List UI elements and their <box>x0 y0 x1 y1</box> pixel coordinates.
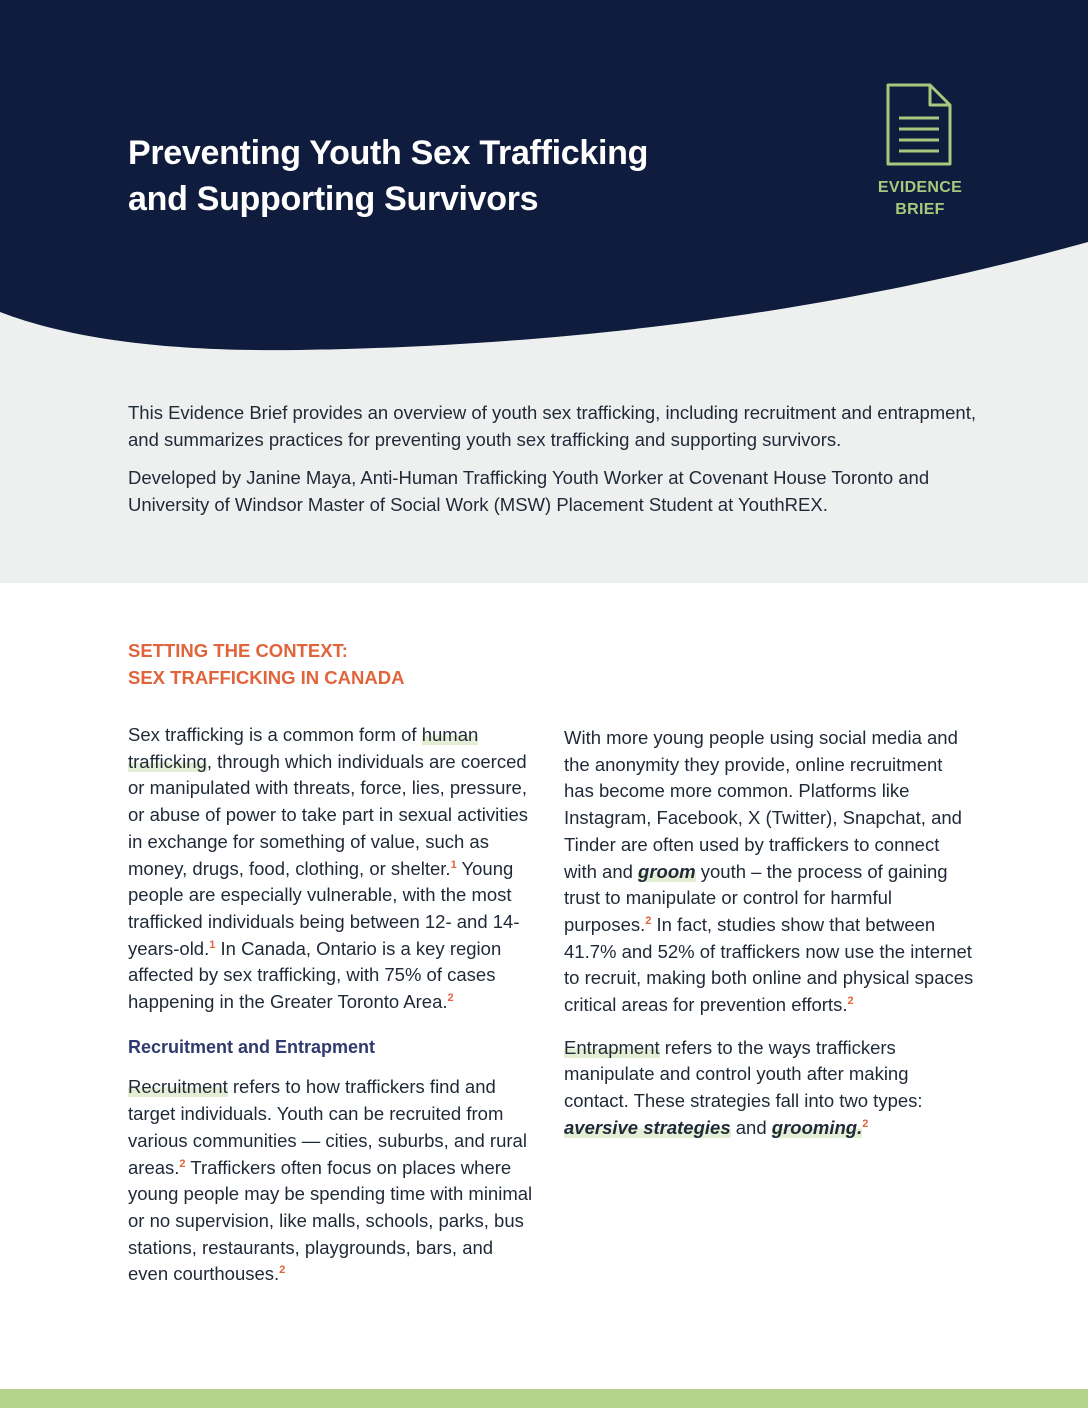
title-line-1: Preventing Youth Sex Trafficking <box>128 134 649 172</box>
citation-ref[interactable]: 2 <box>645 914 652 927</box>
entrapment-paragraph <box>564 1035 974 1142</box>
evidence-brief-badge <box>860 177 980 221</box>
citation-ref[interactable]: 1 <box>209 938 216 951</box>
citation-ref[interactable]: 1 <box>450 858 457 871</box>
subheading-recruitment-entrapment: Recruitment and Entrapment <box>128 1036 376 1057</box>
badge-line-1: EVIDENCE <box>877 179 963 196</box>
right-column <box>564 725 974 1158</box>
bottom-bar <box>0 1389 1088 1408</box>
text-run: Traffickers often focus on places where young people may be spending time with minimal or no supervision, like malls, schools, parks, bus stations, restaurants, playgrounds, bars, and even courthouses. <box>128 1156 533 1285</box>
badge-line-2: BRIEF <box>895 201 945 218</box>
term-groom[interactable]: groom <box>638 860 696 882</box>
citation-ref[interactable]: 2 <box>847 994 854 1007</box>
text-run: Young people are especially vulnerable, with the most trafficked individuals being between 12- and 14-years-old. <box>128 857 520 959</box>
text-run: refers to the ways traffickers manipulate and control youth after making contact. These strategies fall into two types: <box>564 1036 923 1112</box>
section-heading-line-2: SEX TRAFFICKING IN CANADA <box>128 667 405 688</box>
text-run: youth – the process of gaining trust to manipulate or control for harmful purposes. <box>564 860 948 935</box>
text-run: and <box>730 1116 772 1138</box>
recruitment-paragraph <box>128 1074 538 1288</box>
term-recruitment[interactable]: Recruitment <box>128 1076 228 1098</box>
term-entrapment[interactable]: Entrapment <box>564 1036 660 1058</box>
document-icon <box>884 82 954 168</box>
left-column <box>128 722 538 1304</box>
text-run: In fact, studies show that between 41.7% and 52% of traffickers now use the internet to recruit, making both online and physical spaces critical areas for prevention efforts. <box>564 913 974 1016</box>
term-human-trafficking[interactable]: human trafficking <box>128 724 479 772</box>
intro-summary: This Evidence Brief provides an overview of youth sex trafficking, including recruitment and entrapment, and summarizes practices for preventing youth sex trafficking and supporting survivors. <box>128 402 977 450</box>
online-recruitment-paragraph <box>564 725 974 1019</box>
section-heading-line-1: SETTING THE CONTEXT: <box>128 640 348 661</box>
text-run: , through which individuals are coerced or manipulated with threats, force, lies, pressure, or abuse of power to take part in sexual activities in exchange for something of value, such as money, drugs, food, clothing, or shelter. <box>128 750 529 879</box>
citation-ref[interactable]: 2 <box>179 1157 186 1170</box>
title-line-2: and Supporting Survivors <box>128 180 539 218</box>
section-heading <box>128 637 548 691</box>
citation-ref[interactable]: 2 <box>862 1117 869 1130</box>
context-paragraph <box>128 722 538 1016</box>
text-run: With more young people using social media and the anonymity they provide, online recruitment has become more common. Platforms like Instagram, Facebook, X (Twitter), Snapchat, and Tinder are often used by traffickers to connect with and <box>564 727 962 882</box>
term-grooming[interactable]: grooming. <box>771 1116 863 1138</box>
text-run: In Canada, Ontario is a key region affected by sex trafficking, with 75% of cases happening in the Greater Toronto Area. <box>128 937 502 1013</box>
text-run: refers to how traffickers find and target individuals. Youth can be recruited from various communities — cities, suburbs, and rural areas. <box>128 1076 527 1178</box>
citation-ref[interactable]: 2 <box>279 1264 286 1277</box>
intro-block <box>128 400 988 530</box>
page-title <box>128 130 768 222</box>
text-run: Sex trafficking is a common form of <box>128 724 422 745</box>
intro-credits: Developed by Janine Maya, Anti-Human Trafficking Youth Worker at Covenant House Toronto and University of Windsor Master of Social Work (MSW) Placement Student at YouthREX. <box>128 467 930 515</box>
citation-ref[interactable]: 2 <box>447 991 454 1004</box>
term-aversive-strategies[interactable]: aversive strategies <box>564 1116 731 1138</box>
